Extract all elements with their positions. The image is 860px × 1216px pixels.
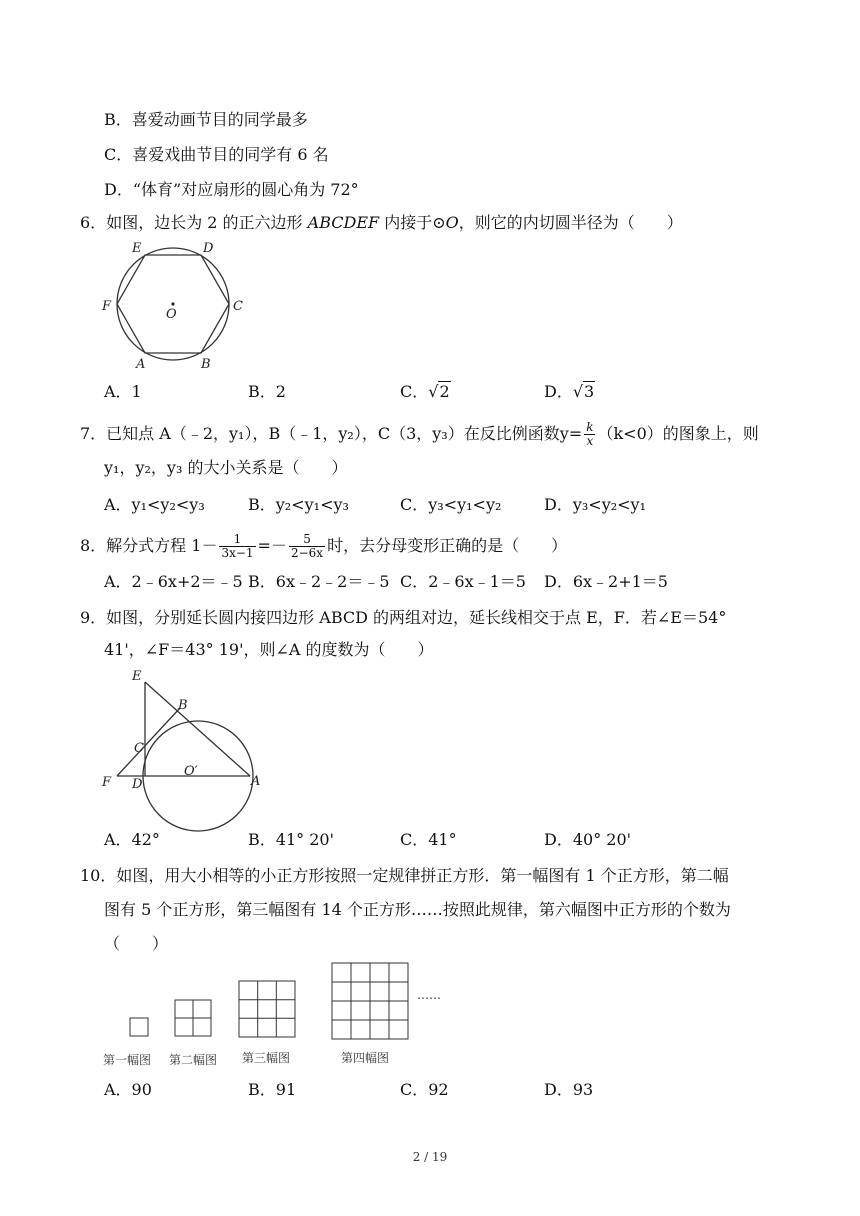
q7-option-b: B．y₂<y₁<y₃	[248, 495, 349, 514]
q8-frac2-den: 2−6x	[290, 546, 324, 560]
q10-square-patterns	[95, 955, 455, 1075]
q6-label-e: E	[132, 241, 142, 256]
q9-label-e: E	[132, 669, 142, 684]
pattern-2	[175, 1000, 211, 1036]
sqrt-symbol: √3	[572, 382, 595, 401]
q6-option-c-radicand: 2	[439, 382, 450, 401]
q6-label-a: A	[136, 357, 146, 372]
q6-label-b: B	[201, 357, 211, 372]
q7-stem-line-2: y₁，y₂，y₃ 的大小关系是（ ）	[104, 458, 348, 477]
q5-option-c: C．喜爱戏曲节目的同学有 6 名	[104, 145, 329, 164]
q6-option-c-label: C．	[400, 382, 429, 401]
q9-label-a: A	[251, 774, 261, 789]
q6-hexagon-name: ABCDEF	[307, 213, 380, 232]
q5-option-b: B．喜爱动画节目的同学最多	[104, 110, 308, 129]
q9-stem-line-2: 41'，∠F＝43° 19'，则∠A 的度数为（ ）	[104, 640, 434, 659]
q6-number: 6．	[80, 213, 107, 232]
q7-option-c: C．y₃<y₁<y₂	[400, 495, 502, 514]
q6-circle-name: O	[445, 213, 459, 232]
q10-option-d: D．93	[544, 1080, 594, 1099]
pattern-4	[332, 963, 408, 1039]
q8-fraction-1	[219, 533, 255, 560]
q8-option-a: A．2﹣6x+2＝﹣5	[104, 572, 243, 591]
q9-option-d: D．40° 20'	[544, 830, 632, 849]
caption-figure-2: 第二幅图	[169, 1053, 218, 1067]
q6-label-o: O	[166, 307, 177, 322]
caption-figure-1: 第一幅图	[103, 1053, 152, 1067]
q6-option-d-label: D．	[544, 382, 573, 401]
q7-fraction	[584, 421, 595, 448]
sqrt-symbol: √2	[428, 382, 450, 401]
pattern-3	[239, 981, 295, 1037]
q9-label-f: F	[102, 775, 112, 790]
q9-stem-line-1: 9．如图，分别延长圆内接四边形 ABCD 的两组对边，延长线相交于点 E，F．若∠E＝54°	[80, 608, 727, 627]
q7-func-y: y=	[559, 424, 583, 443]
q10-stem-line-1: 10．如图，用大小相等的小正方形按照一定规律拼正方形．第一幅图有 1 个正方形，第二幅	[80, 866, 729, 885]
q8-option-c: C．2﹣6x﹣1＝5	[400, 572, 526, 591]
q8-frac1-num: 1	[219, 533, 255, 547]
q6-label-f: F	[102, 299, 112, 314]
q7-frac-num: k	[586, 420, 594, 434]
q10-stem-line-3: （ ）	[104, 934, 169, 953]
q8-frac2-num: 5	[289, 533, 325, 547]
caption-figure-3: 第三幅图	[242, 1051, 291, 1065]
q9-label-o-prime: O′	[184, 764, 198, 779]
q7-text-1: 7．已知点 A（﹣2，y₁），B（﹣1，y₂），C（3，y₃）在反比例函数	[80, 424, 560, 443]
q6-label-c: C	[233, 299, 243, 314]
q5-option-d: D．“体育”对应扇形的圆心角为 72°	[104, 180, 359, 199]
circle-symbol: ⊙	[432, 213, 446, 232]
q9-option-b: B．41° 20'	[248, 830, 334, 849]
q9-label-d: D	[132, 777, 143, 792]
q10-option-c: C．92	[400, 1080, 449, 1099]
q9-option-a: A．42°	[104, 830, 160, 849]
q9-label-b: B	[178, 698, 188, 713]
q6-stem	[80, 213, 683, 233]
q9-figure	[100, 668, 265, 818]
pattern-1	[130, 1018, 148, 1036]
q8-frac1-den: 3x−1	[221, 546, 254, 560]
q9-option-c: C．41°	[400, 830, 457, 849]
q8-text-post: 时，去分母变形正确的是（ ）	[327, 536, 568, 555]
q6-option-c	[400, 382, 451, 402]
q8-stem	[80, 533, 567, 560]
q9-label-c: C	[134, 741, 144, 756]
q6-center-dot	[171, 302, 174, 305]
q8-text-pre: 8．解分式方程 1－	[80, 536, 218, 555]
q8-option-b: B．6x﹣2﹣2＝﹣5	[248, 572, 390, 591]
q7-option-a: A．y₁<y₂<y₃	[104, 495, 205, 514]
q7-frac-den: x	[586, 434, 594, 448]
q6-option-a: A．1	[104, 382, 142, 401]
page-number: 2 / 19	[412, 1150, 448, 1164]
q10-stem-line-2: 图有 5 个正方形，第三幅图有 14 个正方形……按照此规律，第六幅图中正方形的个数为	[104, 900, 731, 919]
q6-option-d	[544, 382, 595, 402]
q6-text-2: 内接于	[379, 213, 433, 232]
q6-label-d: D	[203, 241, 214, 256]
q6-hexagon-figure	[100, 238, 250, 372]
q8-fraction-2	[289, 533, 325, 560]
q9-line-f-c-b	[117, 708, 180, 776]
q6-option-b: B．2	[248, 382, 286, 401]
q7-condition: （k<0）的图象上，则	[597, 424, 759, 443]
q10-option-b: B．91	[248, 1080, 297, 1099]
q8-option-d: D．6x﹣2+1＝5	[544, 572, 668, 591]
caption-figure-4: 第四幅图	[341, 1051, 390, 1065]
q8-text-mid: =－	[257, 536, 287, 555]
q10-option-a: A．90	[104, 1080, 152, 1099]
q7-stem-line-1	[80, 421, 759, 448]
q6-text-1: 如图，边长为 2 的正六边形	[106, 213, 308, 232]
pattern-ellipsis: ……	[417, 988, 441, 1002]
q7-option-d: D．y₃<y₂<y₁	[544, 495, 647, 514]
q6-text-3: ，则它的内切圆半径为（ ）	[458, 213, 683, 232]
q6-option-d-radicand: 3	[584, 382, 595, 401]
